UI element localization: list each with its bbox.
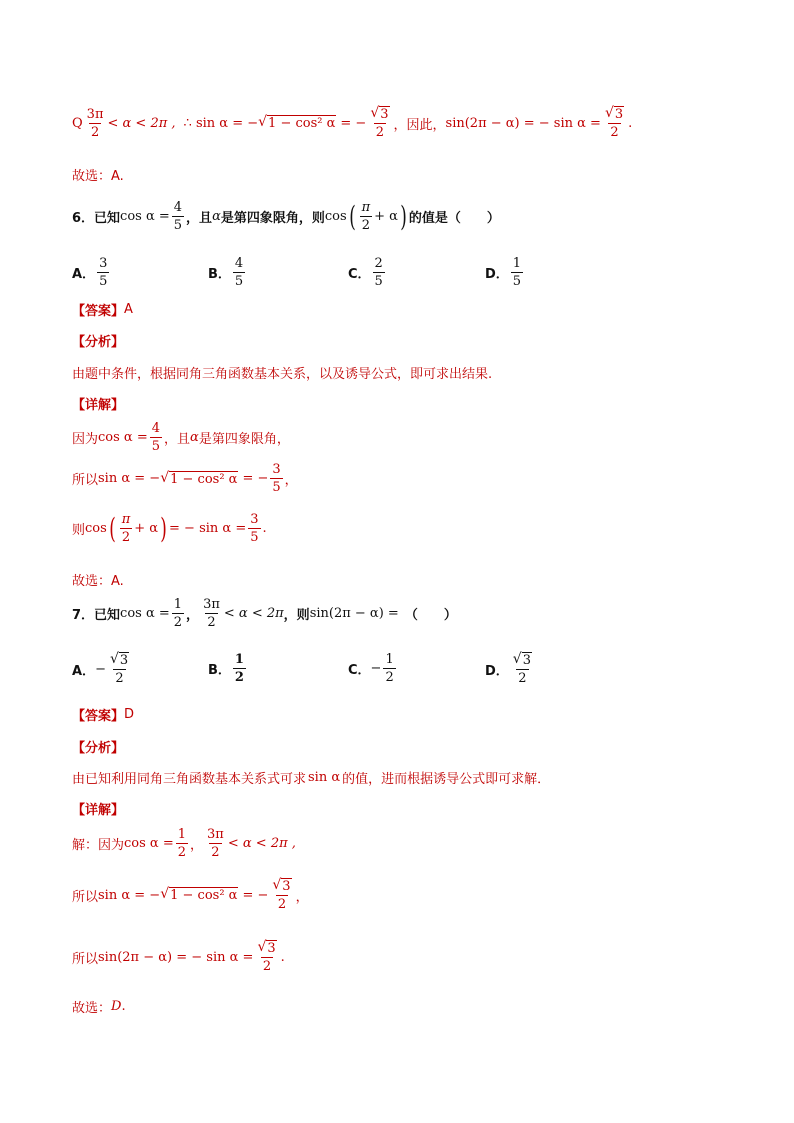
- q6-select: 故选：A.: [72, 574, 124, 589]
- therefore-expr: ∴ sin α = −: [183, 115, 259, 131]
- select-line-prev: 故选：A.: [72, 169, 124, 184]
- fraction-3pi-over-2: $\frac{3\pi}{2}$: [86, 106, 104, 140]
- q7-detail-1: 解：因为 cos α = $\frac{1}{2}$ ， $\frac{3\pi}{2}$ < α < 2π ,: [72, 827, 296, 860]
- q6-detail-2: 所以 sin α = − √ 1 − cos² α = − $\frac{3}{5}$ ，: [72, 462, 298, 495]
- q7-detail-tag: 【详解】: [72, 803, 125, 818]
- q7-option-b: B． $\frac{1}{2}$: [208, 652, 244, 685]
- q7-detail-2: 所以 sin α = − √ 1 − cos² α = − √ 3 2 ，: [72, 877, 309, 912]
- q6-fraction: $\frac{4}{5}$: [173, 200, 183, 233]
- eq-neg: = −: [340, 115, 367, 131]
- question-6-stem: 6．已知 cos α = $\frac{4}{5}$ ，且 α 是第四象限角，则 cos ( $\frac{\pi}{2}$ + α ) 的值是（ ）: [72, 199, 500, 233]
- q7-analysis: 由已知利用同角三角函数基本关系式可求 sin α 的值，进而根据诱导公式即可求解．: [72, 770, 551, 787]
- q7-option-c: C． − $\frac{1}{2}$: [348, 652, 394, 685]
- q7-analysis-tag: 【分析】: [72, 741, 125, 756]
- q7-answer: 【答案】 D: [72, 707, 135, 724]
- q6-option-c: C． $\frac{2}{5}$: [348, 256, 383, 289]
- q7-option-a: A． − √ 3 2: [72, 651, 129, 686]
- fraction-sqrt3-over-2: √ 3 2: [370, 105, 389, 140]
- q6-option-b: B． $\frac{4}{5}$: [208, 256, 244, 289]
- q6-option-d: D． $\frac{1}{5}$: [485, 256, 522, 289]
- hence-text: ，因此，: [393, 117, 446, 133]
- sin-expr: sin(2π − α) = − sin α =: [445, 115, 601, 131]
- q6-analysis: 由题中条件，根据同角三角函数基本关系，以及诱导公式，即可求出结果.: [72, 367, 493, 382]
- question-7-stem: 7．已知 cos α = $\frac{1}{2}$ ， $\frac{3\pi}{2}$ < α < 2π ，则 sin(2π − α) = （ ）: [72, 597, 457, 630]
- q6-inner-fraction: $\frac{\pi}{2}$: [361, 200, 371, 233]
- because-symbol: Q: [72, 115, 83, 131]
- solution-line-1: Q $\frac{3\pi}{2}$ < α < 2π , ∴ sin α = − √ 1 − cos² α = − √ 3 2 ，因此， sin(2π − α) = − sin α = √ 3 2 .: [72, 105, 633, 140]
- q6-option-a: A． $\frac{3}{5}$: [72, 256, 108, 289]
- q6-analysis-tag: 【分析】: [72, 335, 125, 350]
- q6-detail-1: 因为 cos α = $\frac{4}{5}$ ，且 α 是第四象限角，: [72, 421, 290, 454]
- sqrt-expr: √ 1 − cos² α: [258, 114, 336, 131]
- q7-select: 故选： D .: [72, 999, 126, 1016]
- q7-option-d: D． √ 3 2: [485, 651, 531, 686]
- fraction-sqrt3-over-2-b: √ 3 2: [604, 105, 624, 140]
- q6-detail-tag: 【详解】: [72, 398, 125, 413]
- condition-text: < α < 2π ,: [107, 115, 176, 131]
- q6-detail-3: 则 cos ( $\frac{\pi}{2}$ + α ) = − sin α = $\frac{3}{5}$ .: [72, 511, 267, 545]
- q6-answer: 【答案】 A: [72, 302, 133, 319]
- q7-detail-3: 所以 sin(2π − α) = − sin α = √ 3 2 .: [72, 939, 285, 974]
